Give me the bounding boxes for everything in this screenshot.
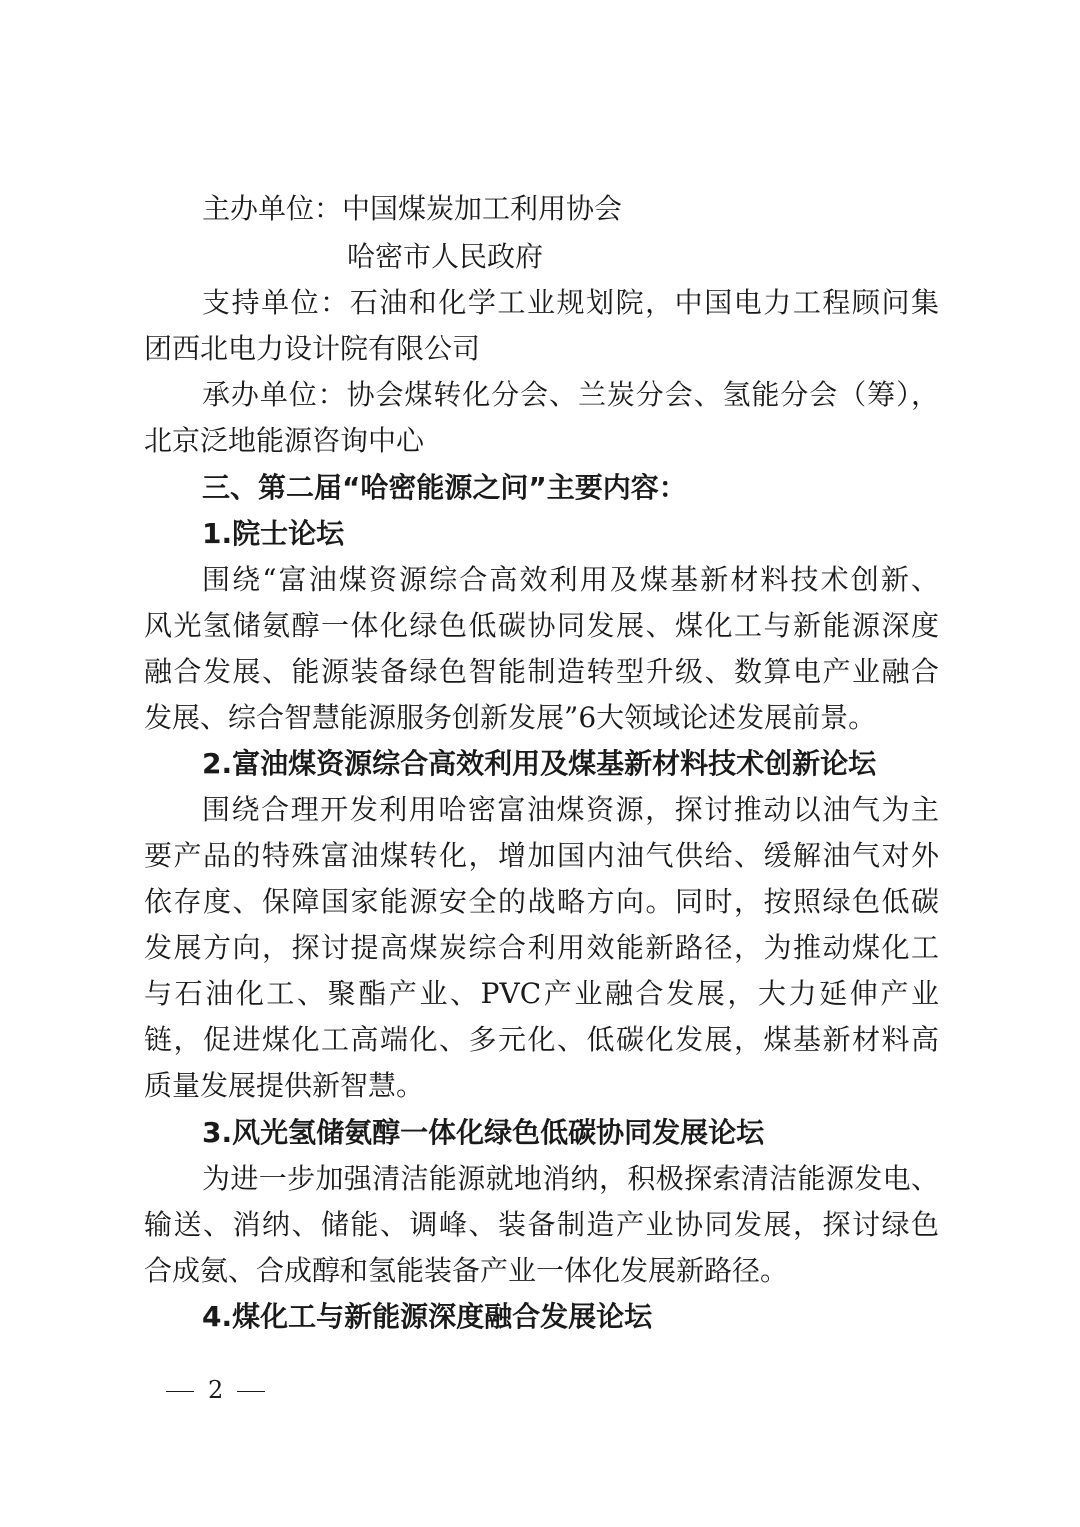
host-unit-1: 中国煤炭加工利用协会: [342, 192, 623, 225]
page-footer: [152, 1370, 279, 1410]
forum-2-text: 要产品的特殊富油煤转化，增加国内油气供给、缓解油气对外: [144, 839, 939, 872]
forum-2-text: 与石油化工、聚酯产业、PVC产业融合发展，大力延伸产业: [144, 977, 939, 1010]
forum-2-text: 发展方向，探讨提高煤炭综合利用效能新路径，为推动煤化工: [144, 931, 939, 964]
forum-2-title: 2.富油煤资源综合高效利用及煤基新材料技术创新论坛: [202, 747, 877, 780]
footer-dash-left: [166, 1391, 194, 1392]
forum-4-title: 4.煤化工与新能源深度融合发展论坛: [202, 1300, 653, 1333]
forum-3-text: 输送、消纳、储能、调峰、装备制造产业协同发展，探讨绿色: [144, 1208, 939, 1241]
forum-1-text: 围绕“富油煤资源综合高效利用及煤基新材料技术创新、: [202, 563, 939, 596]
forum-3-text: 合成氨、合成醇和氢能装备产业一体化发展新路径。: [144, 1254, 789, 1287]
support-unit-line-1: 支持单位：石油和化学工业规划院，中国电力工程顾问集: [202, 286, 939, 319]
forum-2-text: 依存度、保障国家能源安全的战略方向。同时，按照绿色低碳: [144, 885, 939, 918]
section-heading: 三、第二届“哈密能源之问”主要内容：: [202, 471, 687, 504]
forum-1-title: 1.院士论坛: [202, 517, 345, 550]
host-unit-2: 哈密市人民政府: [347, 240, 544, 273]
forum-2-text: 围绕合理开发利用哈密富油煤资源，探讨推动以油气为主: [202, 793, 939, 826]
host-unit-label: 主办单位：: [202, 192, 343, 225]
forum-1-text: 风光氢储氨醇一体化绿色低碳协同发展、煤化工与新能源深度: [144, 609, 939, 642]
host-unit-line: [202, 186, 939, 232]
forum-3-title: 3.风光氢储氨醇一体化绿色低碳协同发展论坛: [202, 1116, 765, 1149]
support-unit-line-2: 团西北电力设计院有限公司: [144, 332, 481, 365]
undertake-unit-line-1: 承办单位：协会煤转化分会、兰炭分会、氢能分会（筹），: [202, 378, 939, 411]
forum-1-text: 融合发展、能源装备绿色智能制造转型升级、数算电产业融合: [144, 655, 939, 688]
forum-1-text: 发展、综合智慧能源服务创新发展”6大领域论述发展前景。: [144, 701, 877, 734]
footer-dash-right: [237, 1391, 265, 1392]
page-number: 2: [208, 1376, 224, 1404]
undertake-unit-line-2: 北京泛地能源咨询中心: [144, 424, 425, 457]
forum-2-text: 质量发展提供新智慧。: [144, 1069, 425, 1102]
forum-2-text: 链，促进煤化工高端化、多元化、低碳化发展，煤基新材料高: [144, 1023, 939, 1056]
forum-3-text: 为进一步加强清洁能源就地消纳，积极探索清洁能源发电、: [202, 1162, 939, 1195]
